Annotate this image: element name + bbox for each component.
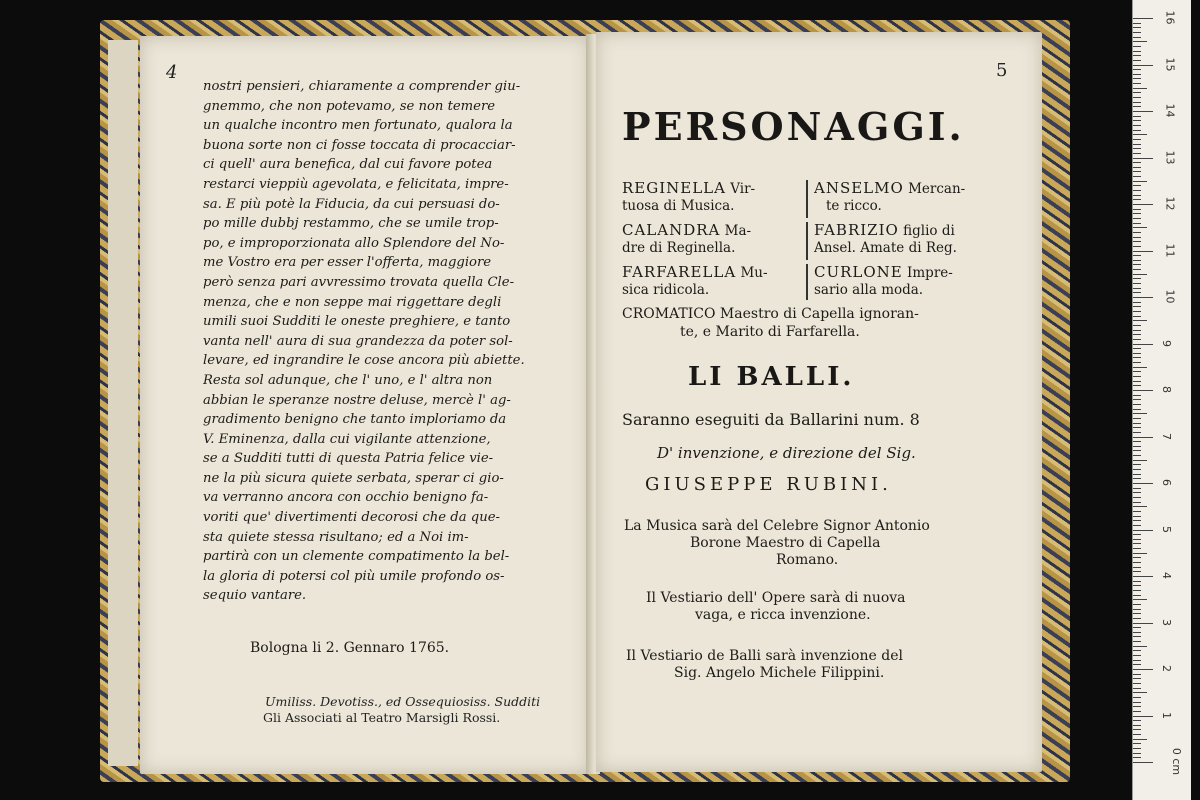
text-line: Resta sol adunque, che l' uno, e l' altra non xyxy=(203,372,493,388)
ruler-tick xyxy=(1133,469,1141,470)
ruler-tick xyxy=(1133,478,1141,479)
ruler-tick xyxy=(1133,437,1153,438)
text-line: sta quiete stessa risultano; ed a Noi im- xyxy=(203,529,469,545)
ruler-tick xyxy=(1133,567,1141,568)
cast-divider-1 xyxy=(806,180,808,218)
ruler-tick xyxy=(1133,371,1141,372)
ruler-tick xyxy=(1133,660,1141,661)
ruler-tick xyxy=(1133,316,1141,317)
ruler-tick xyxy=(1133,325,1141,326)
ruler-tick xyxy=(1133,353,1141,354)
cast-name: CURLONE xyxy=(814,263,903,281)
ruler-tick xyxy=(1133,423,1141,424)
cast-entry xyxy=(814,264,953,299)
ruler-tick xyxy=(1133,171,1141,172)
text-line: la gloria di potersi col più umile profondo os- xyxy=(203,568,505,584)
text-line: gnemmo, che non potevamo, se non temere xyxy=(203,98,496,114)
text-line: sa. E più potè la Fiducia, da cui persuasi do- xyxy=(203,196,500,212)
ruler-tick xyxy=(1133,548,1141,549)
date-line: Bologna li 2. Gennaro 1765. xyxy=(250,640,450,656)
ruler-tick xyxy=(1133,725,1141,726)
text-line: abbian le speranze nostre deluse, mercè l' ag- xyxy=(203,392,511,408)
ruler-tick xyxy=(1133,148,1141,149)
vestiario-opere-line-1: Il Vestiario dell' Opere sarà di nuova xyxy=(646,590,906,606)
vestiario-balli-line-1: Il Vestiario de Balli sarà invenzione del xyxy=(626,648,903,664)
cast-name: CALANDRA xyxy=(622,221,721,239)
text-line: un qualche incontro men fortunato, qualora la xyxy=(203,118,513,134)
ruler-tick xyxy=(1133,525,1141,526)
ruler-tick xyxy=(1133,413,1147,414)
ruler-tick xyxy=(1133,92,1141,93)
ruler-tick xyxy=(1133,450,1141,451)
ruler-tick xyxy=(1133,418,1141,419)
text-line: levare, ed ingrandire le cose ancora più abiette. xyxy=(203,353,525,369)
ruler-label: 16 xyxy=(1163,10,1177,25)
ruler-tick xyxy=(1133,339,1141,340)
cromatico-line-1: CROMATICO Maestro di Capella ignoran- xyxy=(622,306,919,322)
ruler-tick xyxy=(1133,697,1141,698)
ruler-tick xyxy=(1133,176,1141,177)
ruler-tick xyxy=(1133,111,1153,112)
ruler-tick xyxy=(1133,185,1141,186)
ruler-tick xyxy=(1133,102,1141,103)
ruler-tick xyxy=(1133,543,1141,544)
ruler-tick xyxy=(1133,599,1147,600)
vestiario-opere-line-2: vaga, e ricca invenzione. xyxy=(695,607,871,623)
ruler-label: 7 xyxy=(1160,432,1173,440)
left-page-body xyxy=(203,77,563,606)
vestiario-balli-line-2: Sig. Angelo Michele Filippini. xyxy=(674,665,885,681)
text-line: nostri pensieri, chiaramente a comprender giu- xyxy=(203,79,521,94)
ruler-tick xyxy=(1133,404,1141,405)
ruler-tick xyxy=(1133,664,1141,665)
ruler-tick xyxy=(1133,41,1147,42)
text-line: se a Sudditi tutti di questa Patria felice vie- xyxy=(203,451,494,467)
ruler-tick xyxy=(1133,678,1141,679)
ruler-tick xyxy=(1133,753,1141,754)
cast-name: FARFARELLA xyxy=(622,263,737,281)
ruler-tick xyxy=(1133,134,1147,135)
ruler-label: 15 xyxy=(1163,57,1177,71)
ruler-tick xyxy=(1133,669,1153,670)
ruler-label: 3 xyxy=(1160,618,1173,626)
ruler-tick xyxy=(1133,381,1141,382)
cast-divider-3 xyxy=(806,264,808,300)
ruler-tick xyxy=(1133,158,1153,159)
ruler-tick xyxy=(1133,32,1141,33)
text-line: però senza pari avvressimo trovata quella Cle- xyxy=(203,274,515,290)
cast-role: Mu- xyxy=(736,265,768,281)
cast-role: figlio di xyxy=(898,223,955,239)
text-line: me Vostro era per esser l'offerta, maggiore xyxy=(203,255,492,271)
ruler-tick xyxy=(1133,743,1141,744)
ruler-tick xyxy=(1133,409,1141,410)
ruler-tick xyxy=(1133,116,1141,117)
left-page-number: 4 xyxy=(166,62,178,83)
ruler-tick xyxy=(1133,153,1141,154)
ruler-tick xyxy=(1133,232,1141,233)
ruler-tick xyxy=(1133,88,1147,89)
ruler-tick xyxy=(1133,139,1141,140)
ruler-tick xyxy=(1133,269,1141,270)
ruler-tick xyxy=(1133,292,1141,293)
personaggi-title: PERSONAGGI. xyxy=(622,104,965,149)
ruler-tick xyxy=(1133,74,1141,75)
text-line: partirà con un clemente compatimento la bel- xyxy=(203,549,510,565)
ruler-tick xyxy=(1133,632,1141,633)
signature-line-2: Gli Associati al Teatro Marsigli Rossi. xyxy=(263,710,501,725)
ruler-tick xyxy=(1133,492,1141,493)
ruler-label: 5 xyxy=(1160,525,1173,533)
ruler-tick xyxy=(1133,553,1147,554)
ruler-tick xyxy=(1133,246,1141,247)
ruler-label: 11 xyxy=(1163,243,1177,257)
text-line: ne la più sicura quiete serbata, sperar ci gio- xyxy=(203,470,504,486)
ruler-tick xyxy=(1133,604,1141,605)
musica-line-2: Borone Maestro di Capella xyxy=(690,535,881,551)
text-line: menza, che e non seppe mai riggettare degli xyxy=(203,294,502,310)
ruler-tick xyxy=(1133,106,1141,107)
ruler-tick xyxy=(1133,464,1141,465)
ruler-tick xyxy=(1133,51,1141,52)
ruler-tick xyxy=(1133,562,1141,563)
ruler-tick xyxy=(1133,530,1153,531)
ruler-tick xyxy=(1133,688,1141,689)
ruler-label: 10 xyxy=(1163,289,1177,304)
ruler-tick xyxy=(1133,483,1153,484)
ruler-tick xyxy=(1133,729,1141,730)
ruler-tick xyxy=(1133,223,1141,224)
cast-name: REGINELLA xyxy=(622,179,726,197)
ruler-tick xyxy=(1133,251,1153,252)
ruler-tick xyxy=(1133,83,1141,84)
ruler-tick xyxy=(1133,581,1141,582)
cast-role: tuosa di Musica. xyxy=(622,198,735,214)
text-line: V. Eminenza, dalla cui vigilante attenzione, xyxy=(203,431,491,447)
text-line: restarci vieppiù agevolata, e felicitata, impre- xyxy=(203,176,509,192)
cast-role: te ricco. xyxy=(826,198,882,214)
ruler-tick xyxy=(1133,344,1153,345)
ruler-tick xyxy=(1133,78,1141,79)
ruler-tick xyxy=(1133,274,1147,275)
ruler-tick xyxy=(1133,613,1141,614)
ruler-tick xyxy=(1133,739,1147,740)
ruler-tick xyxy=(1133,278,1141,279)
text-line: umili suoi Sudditi le oneste preghiere, e tanto xyxy=(203,314,511,330)
balli-line: Saranno eseguiti da Ballarini num. 8 xyxy=(622,410,920,429)
ruler-tick xyxy=(1133,390,1153,391)
ruler-label: 9 xyxy=(1160,339,1173,347)
text-line: buona sorte non ci fosse toccata di procacciar- xyxy=(203,137,516,153)
cast-name: ANSELMO xyxy=(814,179,904,197)
ruler-tick xyxy=(1133,502,1141,503)
ruler-tick xyxy=(1133,237,1141,238)
ruler-tick xyxy=(1133,55,1141,56)
ruler-tick xyxy=(1133,181,1147,182)
page-edges xyxy=(108,40,138,766)
ruler-tick xyxy=(1133,320,1147,321)
cast-entry xyxy=(622,180,755,215)
ruler-label: 12 xyxy=(1163,196,1177,211)
ruler-tick xyxy=(1133,488,1141,489)
cromatico-line-2: te, e Marito di Farfarella. xyxy=(680,324,860,340)
ruler-tick xyxy=(1133,757,1141,758)
ruler-label: 0 cm xyxy=(1170,747,1184,776)
balli-title: LI BALLI. xyxy=(688,362,855,392)
ruler-tick xyxy=(1133,302,1141,303)
ruler-tick xyxy=(1133,18,1153,19)
ruler-tick xyxy=(1133,288,1141,289)
ruler-tick xyxy=(1133,609,1141,610)
ruler-tick xyxy=(1133,646,1147,647)
text-line: va verranno ancora con occhio benigno fa- xyxy=(203,490,489,506)
ruler-tick xyxy=(1133,455,1141,456)
ruler-tick xyxy=(1133,367,1147,368)
ruler-tick xyxy=(1133,627,1141,628)
cast-role: sario alla moda. xyxy=(814,282,924,298)
ruler-tick xyxy=(1133,692,1147,693)
ruler-tick xyxy=(1133,385,1141,386)
ruler-tick xyxy=(1133,432,1141,433)
ruler-tick xyxy=(1133,167,1141,168)
ruler-tick xyxy=(1133,27,1141,28)
ruler-tick xyxy=(1133,65,1153,66)
right-page-number: 5 xyxy=(996,60,1008,81)
choreographer-name: GIUSEPPE RUBINI. xyxy=(645,474,892,495)
ruler-tick xyxy=(1133,60,1141,61)
ruler-tick xyxy=(1133,557,1141,558)
ruler-tick xyxy=(1133,362,1141,363)
ruler-tick xyxy=(1133,585,1141,586)
measurement-ruler xyxy=(1132,0,1191,800)
ruler-tick xyxy=(1133,283,1141,284)
ruler-tick xyxy=(1133,241,1141,242)
ruler-label: 4 xyxy=(1160,572,1173,579)
ruler-tick xyxy=(1133,348,1141,349)
ruler-tick xyxy=(1133,23,1141,24)
ruler-tick xyxy=(1133,720,1141,721)
ruler-tick xyxy=(1133,260,1141,261)
cast-divider-2 xyxy=(806,222,808,260)
ruler-tick xyxy=(1133,683,1141,684)
ruler-tick xyxy=(1133,748,1141,749)
ruler-tick xyxy=(1133,446,1141,447)
ruler-tick xyxy=(1133,506,1147,507)
cast-role: Impre- xyxy=(902,265,953,281)
ruler-tick xyxy=(1133,520,1141,521)
cast-role: Mercan- xyxy=(903,181,966,197)
ruler-tick xyxy=(1133,162,1141,163)
ruler-tick xyxy=(1133,511,1141,512)
ruler-tick xyxy=(1133,195,1141,196)
cast-entry xyxy=(814,180,965,215)
text-line: po mille dubbj restammo, che se umile trop- xyxy=(203,216,499,232)
ruler-tick xyxy=(1133,595,1141,596)
ruler-tick xyxy=(1133,297,1153,298)
cast-entry xyxy=(622,264,768,299)
ruler-tick xyxy=(1133,516,1141,517)
ruler-tick xyxy=(1133,399,1141,400)
ruler-tick xyxy=(1133,474,1141,475)
ruler-tick xyxy=(1133,636,1141,637)
ruler-tick xyxy=(1133,144,1141,145)
ruler-tick xyxy=(1133,255,1141,256)
ruler-tick xyxy=(1133,120,1141,121)
ruler-tick xyxy=(1133,334,1141,335)
ruler-label: 14 xyxy=(1163,103,1177,118)
ruler-tick xyxy=(1133,571,1141,572)
ruler-tick xyxy=(1133,130,1141,131)
ruler-tick xyxy=(1133,209,1141,210)
ruler-tick xyxy=(1133,441,1141,442)
ruler-tick xyxy=(1133,37,1141,38)
text-line: po, e improporzionata allo Splendore del No- xyxy=(203,235,505,251)
cast-role: sica ridicola. xyxy=(622,282,710,298)
cast-entry xyxy=(622,222,751,257)
text-line: voriti que' divertimenti decorosi che da que- xyxy=(203,510,500,526)
ruler-tick xyxy=(1133,357,1141,358)
ruler-tick xyxy=(1133,46,1141,47)
ruler-tick xyxy=(1133,762,1153,763)
text-line: vanta nell' aura di sua grandezza da poter sol- xyxy=(203,333,513,349)
ruler-tick xyxy=(1133,618,1141,619)
ruler-tick xyxy=(1133,264,1141,265)
musica-line-1: La Musica sarà del Celebre Signor Antonio xyxy=(624,518,930,534)
cast-role: Vir- xyxy=(725,181,756,197)
ruler-tick xyxy=(1133,460,1147,461)
ruler-tick xyxy=(1133,376,1141,377)
ruler-tick xyxy=(1133,395,1141,396)
ruler-tick xyxy=(1133,69,1141,70)
ruler-tick xyxy=(1133,306,1141,307)
musica-line-3: Romano. xyxy=(776,552,839,568)
cast-role: Ma- xyxy=(720,223,752,239)
ruler-tick xyxy=(1133,702,1141,703)
ruler-tick xyxy=(1133,641,1141,642)
ruler-tick xyxy=(1133,218,1141,219)
ruler-tick xyxy=(1133,706,1141,707)
ruler-tick xyxy=(1133,97,1141,98)
cast-role: dre di Reginella. xyxy=(622,240,736,256)
ruler-tick xyxy=(1133,539,1141,540)
ruler-tick xyxy=(1133,650,1141,651)
ruler-tick xyxy=(1133,576,1153,577)
ruler-tick xyxy=(1133,497,1141,498)
ruler-tick xyxy=(1133,125,1141,126)
signature-line-1: Umiliss. Devotiss., ed Ossequiosiss. Sudditi xyxy=(265,694,541,709)
ruler-tick xyxy=(1133,199,1141,200)
ruler-tick xyxy=(1133,311,1141,312)
text-line: gradimento benigno che tanto imploriamo da xyxy=(203,412,507,428)
text-line: sequio vantare. xyxy=(203,588,307,604)
ruler-tick xyxy=(1133,655,1141,656)
ruler-label: 2 xyxy=(1160,665,1173,672)
ruler-tick xyxy=(1133,711,1141,712)
ruler-tick xyxy=(1133,734,1141,735)
cast-role: Ansel. Amate di Reg. xyxy=(814,240,957,256)
ruler-tick xyxy=(1133,204,1153,205)
ruler-label: 1 xyxy=(1160,711,1173,719)
cast-entry xyxy=(814,222,957,257)
ruler-tick xyxy=(1133,227,1147,228)
signature xyxy=(265,694,540,726)
ruler-tick xyxy=(1133,213,1141,214)
ruler-tick xyxy=(1133,427,1141,428)
text-line: ci quell' aura benefica, dal cui favore potea xyxy=(203,157,493,173)
ruler-tick xyxy=(1133,674,1141,675)
ruler-tick xyxy=(1133,623,1153,624)
cast-name: FABRIZIO xyxy=(814,221,899,239)
ruler-label: 8 xyxy=(1160,386,1173,393)
ruler-tick xyxy=(1133,716,1153,717)
ruler-tick xyxy=(1133,534,1141,535)
ruler-tick xyxy=(1133,330,1141,331)
ruler-tick xyxy=(1133,190,1141,191)
ruler-tick xyxy=(1133,590,1141,591)
ruler-label: 6 xyxy=(1160,479,1173,486)
invenzione-line: D' invenzione, e direzione del Sig. xyxy=(657,444,916,462)
ruler-label: 13 xyxy=(1163,150,1177,164)
